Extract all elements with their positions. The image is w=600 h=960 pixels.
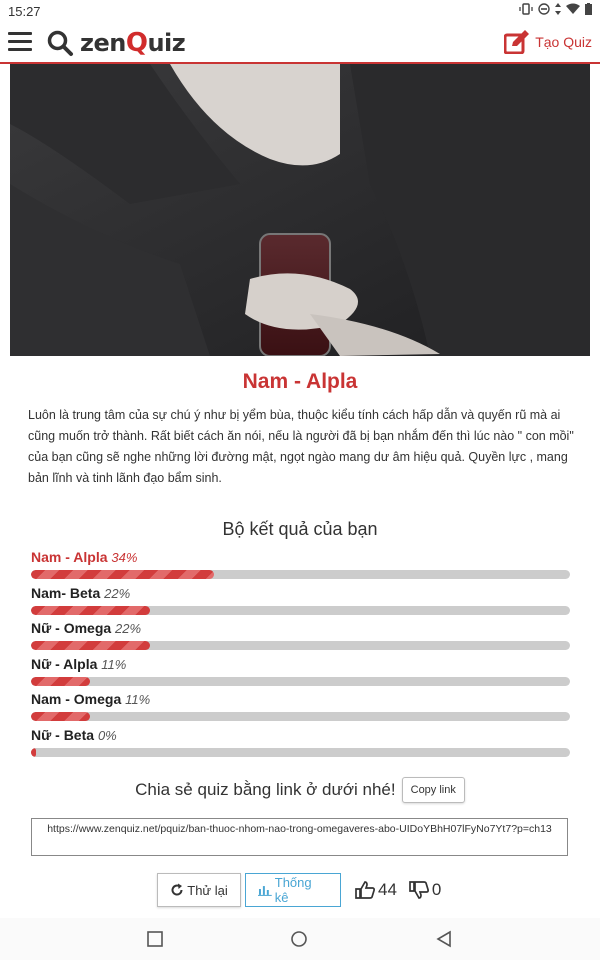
action-row [157, 873, 449, 907]
result-item [31, 584, 570, 620]
result-bar [31, 677, 570, 686]
result-item [31, 548, 570, 584]
site-logo[interactable] [80, 28, 185, 58]
result-bar-fill [31, 748, 36, 757]
dislike-count: 0 [431, 880, 442, 899]
statistics-button[interactable] [245, 873, 341, 907]
home-icon[interactable] [290, 930, 308, 948]
wifi-icon [566, 3, 580, 15]
result-label: Nam- Beta [31, 584, 101, 601]
refresh-icon [170, 883, 184, 897]
edit-icon [504, 30, 530, 54]
create-quiz-label: Tạo Quiz [535, 34, 592, 50]
status-bar [0, 0, 600, 24]
result-percent: 11% [101, 656, 127, 672]
search-icon[interactable] [46, 29, 74, 57]
result-title: Nam - Alpla [242, 370, 358, 393]
result-bar [31, 712, 570, 721]
result-percent: 22% [115, 621, 142, 637]
create-quiz-button[interactable] [504, 30, 592, 54]
result-percent: 22% [104, 585, 131, 601]
share-row [0, 777, 600, 803]
retry-button[interactable] [157, 873, 241, 907]
result-bar-fill [31, 712, 90, 721]
clock: 15:27 [8, 4, 41, 19]
thumbs-up-icon [355, 881, 375, 899]
result-label: Nam - Alpla [31, 549, 108, 565]
result-percent: 34% [111, 550, 138, 565]
thumbs-down-icon [409, 881, 429, 899]
back-icon[interactable] [435, 930, 453, 948]
result-bar-fill [31, 570, 214, 579]
result-item [31, 726, 570, 762]
result-label: Nam - Omega [31, 691, 122, 708]
result-percent: 11% [125, 692, 151, 708]
system-navigation-bar [0, 918, 600, 960]
battery-icon [585, 3, 592, 15]
data-arrows-icon [555, 3, 561, 15]
share-link-field[interactable]: https://www.zenquiz.net/pquiz/ban-thuoc-nhom-nao-trong-omegaveres-abo-UIDoYBhH07lFyNo7Yt7?p=ch13 [31, 818, 568, 856]
like-count: 44 [378, 880, 397, 899]
retry-label: Thử lại [187, 882, 228, 898]
result-bar [31, 606, 570, 615]
logo-text-left: zen [80, 29, 126, 57]
result-label: Nữ - Omega [31, 620, 112, 637]
logo-text-right: uiz [147, 29, 186, 57]
result-description: Luôn là trung tâm của sự chú ý như bị yểm bùa, thuộc kiểu tính cách hấp dẫn và quyến rũ mà ai cũng muốn trở thành. Rất biết cách ăn nói, nếu là người đã bị bạn nhắm đến thì lúc nào " con mồi" của bạn cũng sẽ nghe những lời đường mật, ngọt ngào mang dư âm hiệu quả. Quyền lực , mang bản lĩnh và tinh lãnh đạo bẩm sinh. [28, 408, 574, 485]
result-bar-fill [31, 641, 150, 650]
do-not-disturb-icon [538, 3, 550, 15]
votes [355, 880, 449, 900]
result-item [31, 619, 570, 655]
result-label: Nữ - Alpla [31, 655, 98, 672]
result-bar [31, 748, 570, 757]
status-icons [519, 3, 592, 15]
logo-q: Q [125, 28, 148, 58]
dislike-button[interactable] [409, 880, 441, 900]
result-bar [31, 641, 570, 650]
result-percent: 0% [97, 727, 117, 743]
copy-link-button[interactable]: Copy link [402, 777, 465, 803]
results-heading: Bộ kết quả của bạn [222, 519, 378, 539]
result-item [31, 690, 570, 726]
result-image [10, 64, 590, 356]
vibrate-icon [519, 3, 533, 15]
result-bar-fill [31, 606, 150, 615]
statistics-label: Thống kê [274, 875, 312, 905]
result-bar [31, 570, 570, 579]
results-list [31, 548, 570, 762]
hamburger-menu-icon[interactable] [8, 32, 32, 52]
result-bar-fill [31, 677, 90, 686]
result-label: Nữ - Beta [31, 726, 95, 743]
result-item [31, 655, 570, 691]
like-button[interactable] [355, 880, 397, 900]
bar-chart-icon [258, 884, 272, 896]
top-navigation [0, 24, 600, 64]
recents-icon[interactable] [146, 930, 164, 948]
share-text: Chia sẻ quiz bằng link ở dưới nhé! [135, 780, 396, 799]
